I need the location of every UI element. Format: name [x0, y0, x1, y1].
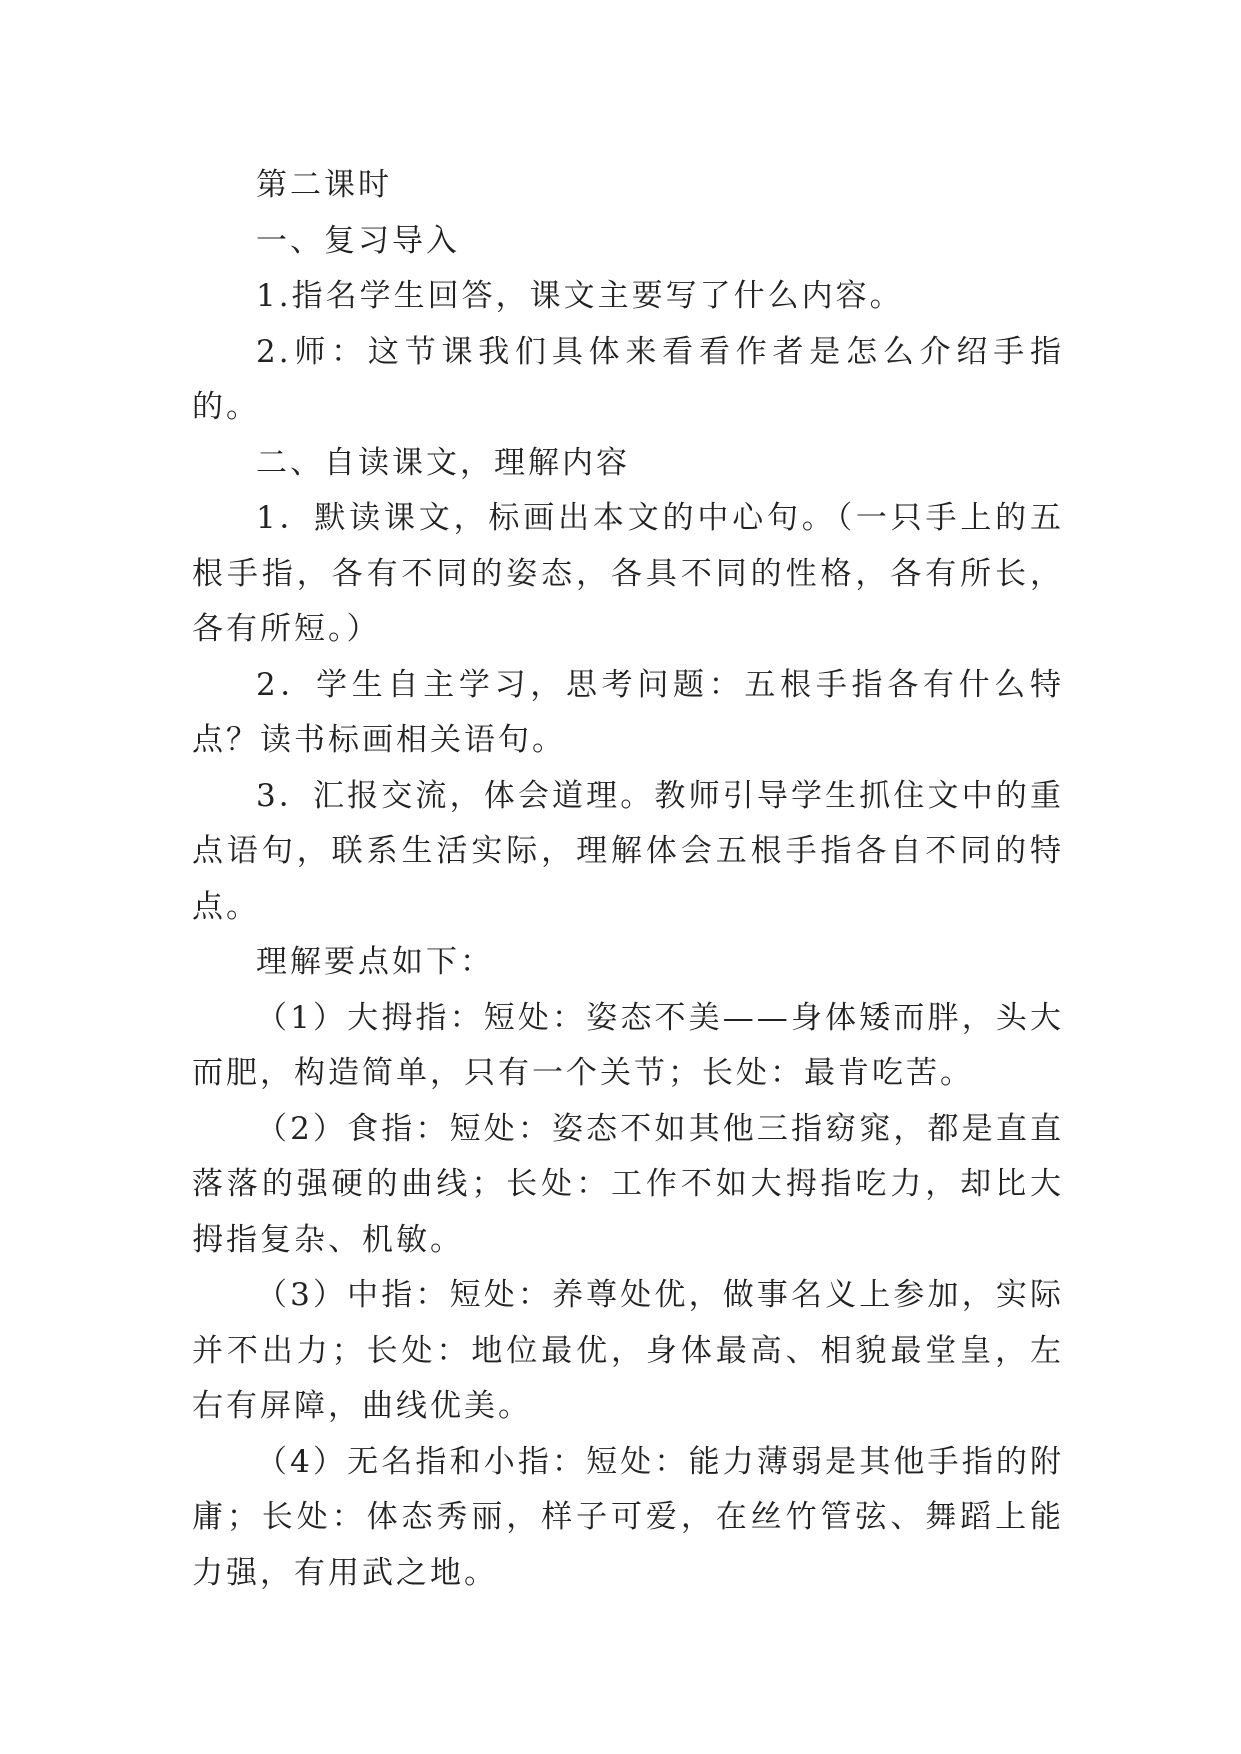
- paragraph: 理解要点如下：: [256, 944, 494, 980]
- paragraph: 2．学生自主学习，思考问题：五根手指各有什么特点？读书标画相关语句。: [192, 666, 1064, 758]
- paragraph: 3．汇报交流，体会道理。教师引导学生抓住文中的重点语句，联系生活实际，理解体会五根手指各自不同的特点。: [192, 777, 1064, 925]
- lesson-title: 第二课时: [256, 167, 392, 203]
- section-heading-reading: 二、自读课文，理解内容: [256, 444, 630, 481]
- paragraph: 1．默读课文，标画出本文的中心句。（一只手上的五根手指，各有不同的姿态，各具不同的性格，各有所长，各有所短。）: [192, 500, 1064, 647]
- document-body: [192, 158, 1064, 1601]
- paragraph: 1.指名学生回答，课文主要写了什么内容。: [256, 278, 904, 314]
- list-item: （1）大拇指：短处：姿态不美——身体矮而胖，头大而肥，构造简单，只有一个关节；长处：最肯吃苦。: [192, 999, 1064, 1091]
- list-item: （3）中指：短处：养尊处优，做事名义上参加，实际并不出力；长处：地位最优，身体最高、相貌最堂皇，左右有屏障，曲线优美。: [192, 1277, 1064, 1424]
- section-heading-review: 一、复习导入: [256, 222, 460, 259]
- paragraph: 2.师：这节课我们具体来看看作者是怎么介绍手指的。: [192, 333, 1064, 425]
- list-item: （2）食指：短处：姿态不如其他三指窈窕，都是直直落落的强硬的曲线；长处：工作不如大拇指吃力，却比大拇指复杂、机敏。: [192, 1110, 1064, 1258]
- list-item: （4）无名指和小指：短处：能力薄弱是其他手指的附庸；长处：体态秀丽，样子可爱，在丝竹管弦、舞蹈上能力强，有用武之地。: [192, 1443, 1064, 1591]
